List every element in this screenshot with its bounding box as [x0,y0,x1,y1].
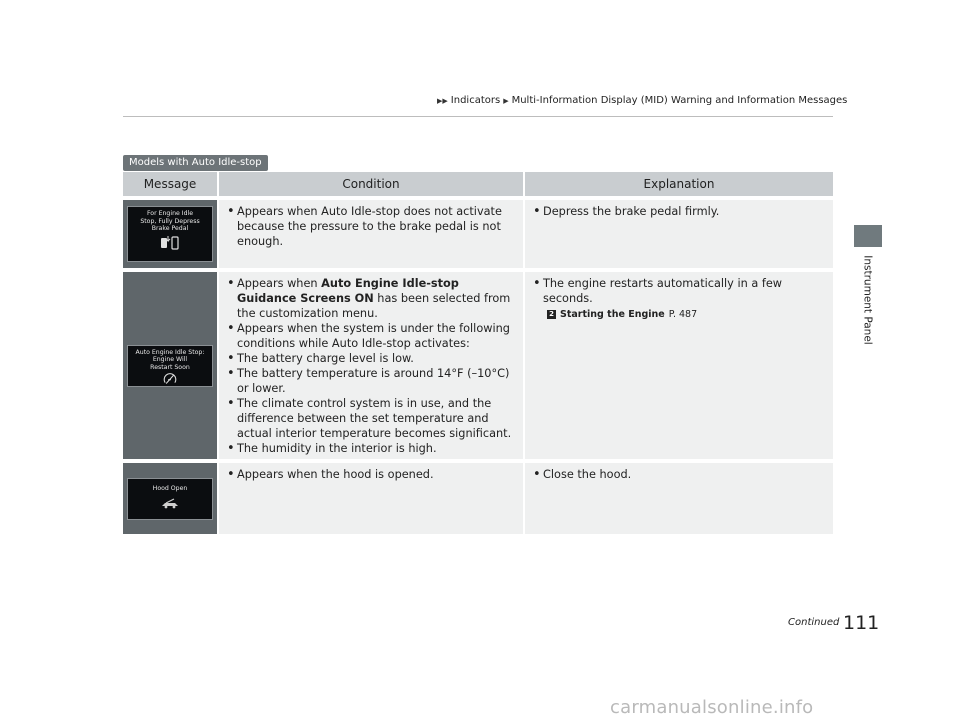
double-arrow-icon: ▶▶ [437,96,448,105]
reference-title: Starting the Engine [560,309,665,320]
condition-item: • The humidity in the interior is high. [227,441,515,456]
table-header [123,172,833,196]
column-header-explanation: Explanation [643,177,715,191]
table-row [123,200,833,268]
message-cell [123,463,219,534]
explanation-item: • Close the hood. [533,467,825,482]
table-row [123,463,833,534]
explanation-cell [525,463,833,534]
breadcrumb-item-indicators[interactable]: Indicators [450,95,501,106]
condition-item: • Appears when the hood is opened. [227,467,515,482]
explanation-cell [525,200,833,268]
condition-cell [219,463,525,534]
models-badge: Models with Auto Idle-stop [123,155,268,171]
explanation-item: • The engine restarts automatically in a few seconds. [533,276,825,306]
condition-item: • Appears when Auto Engine Idle-stop Guidance Screens ON has been selected from the customization menu. [227,276,515,321]
message-cell [123,200,219,268]
condition-item: • The battery charge level is low. [227,351,515,366]
condition-item: • The climate control system is in use, and the difference between the set temperature and actual interior temperature becomes significant. [227,396,515,441]
section-tab [854,225,882,247]
arrow-icon: ▶ [503,96,509,105]
condition-item: • Appears when Auto Idle-stop does not activate because the pressure to the brake pedal is not enough. [227,204,515,249]
column-header-message: Message [123,172,219,196]
reference-page: P. 487 [668,309,698,320]
message-cell [123,272,219,459]
section-label: Instrument Panel [862,255,874,345]
mid-screen: Hood Open [127,478,213,520]
continued-label: Continued [788,617,840,628]
explanation-item: • Depress the brake pedal firmly. [533,204,825,219]
page-reference-link[interactable] [547,307,825,322]
breadcrumb [437,95,847,106]
hood-open-icon [160,498,180,510]
explanation-cell [525,272,833,459]
condition-cell [219,272,525,459]
messages-table [123,172,833,534]
mid-screen: For Engine Idle Stop, Fully Depress Brake Pedal [127,206,213,262]
column-header-condition: Condition [219,172,525,196]
brake-pedal-icon [157,235,183,251]
mid-screen: Auto Engine Idle Stop: Engine Will Restart Soon [127,345,213,387]
condition-cell [219,200,525,268]
table-row [123,272,833,459]
page-number: 111 [843,612,880,634]
auto-idle-stop-icon [162,372,178,386]
condition-item: • Appears when the system is under the following conditions while Auto Idle-stop activates: [227,321,515,351]
breadcrumb-item-mid-messages[interactable]: Multi-Information Display (MID) Warning and Information Messages [511,95,848,106]
condition-item: • The battery temperature is around 14°F (–10°C) or lower. [227,366,515,396]
reference-arrow-icon: 2 [547,310,556,319]
watermark: carmanualsonline.info [610,697,814,718]
header-rule [123,116,833,117]
